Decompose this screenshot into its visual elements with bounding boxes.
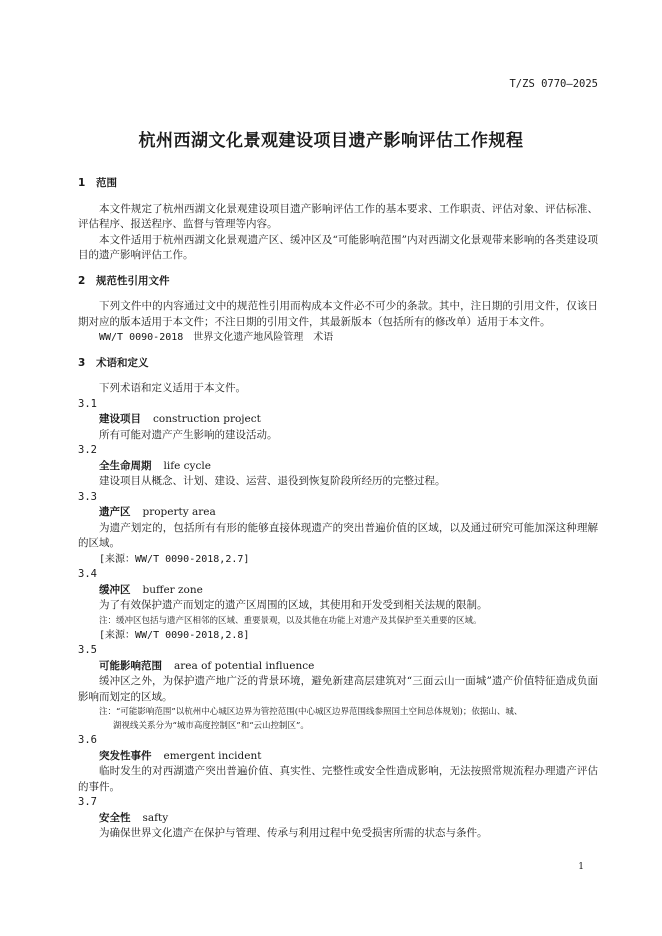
term-name: 遗产区: [99, 506, 131, 518]
note-label: 注：: [99, 615, 117, 626]
term-name: 突发性事件: [99, 749, 152, 762]
term-entry: [78, 412, 598, 428]
normative-reference: WW/T 0090-2018 世界文化遗产地风险管理 术语: [99, 332, 334, 343]
term-entry: [78, 811, 598, 827]
term-definition: 所有可能对遗产产生影响的建设活动。: [99, 428, 278, 441]
term-number: 3.2: [78, 444, 97, 456]
term-name: 全生命周期: [99, 459, 152, 472]
term-definition: 临时发生的对西湖遗产突出普遍价值、真实性、完整性或安全性造成影响，无法按照常规流程办理遗产评估的事件。: [78, 765, 598, 793]
term-english: construction project: [153, 413, 261, 425]
term-english: property area: [142, 506, 216, 518]
term-entry: [78, 659, 598, 675]
term-name: 安全性: [99, 811, 131, 824]
term-number: 3.6: [78, 734, 97, 746]
section-3-heading: 3 术语和定义: [78, 356, 149, 369]
term-definition: 建设项目从概念、计划、建设、运营、退役到恢复阶段所经历的完整过程。: [99, 475, 446, 487]
section-1-paragraph-2: 本文件适用于杭州西湖文化景观遗产区、缓冲区及“可能影响范围”内对西湖文化景观带来影响的各类建设项目的遗产影响评估工作。: [78, 233, 598, 261]
term-entry: [78, 459, 598, 475]
section-1-paragraph-1: 本文件规定了杭州西湖文化景观建设项目遗产影响评估工作的基本要求、工作职责、评估对象、评估标准、评估程序、报送程序、监督与管理等内容。: [78, 202, 598, 230]
term-definition: 为确保世界文化遗产在保护与管理、传承与利用过程中免受损害所需的状态与条件。: [99, 827, 488, 839]
section-2-heading: 2 规范性引用文件: [78, 274, 170, 287]
term-entry: [78, 583, 598, 599]
term-source: [来源：WW/T 0090-2018,2.8]: [99, 629, 250, 641]
page-number: 1: [578, 862, 584, 872]
term-entry: [78, 505, 598, 521]
term-note: 注：“可能影响范围”以杭州中心城区边界为管控范围(中心城区边界范围线参照国土空间总体规划)；依据山、城、 湖视线关系分为“城市高度控制区”和“云山控制区”。: [99, 707, 523, 731]
term-english: area of potential influence: [174, 659, 315, 672]
section-2-paragraph: 下列文件中的内容通过文中的规范性引用而构成本文件必不可少的条款。其中，注日期的引用文件，仅该日期对应的版本适用于本文件；不注日期的引用文件，其最新版本（包括所有的修改单）适用于本文件。: [78, 300, 598, 328]
term-english: safty: [142, 811, 169, 824]
term-name: 建设项目: [99, 413, 141, 425]
note-label: 注：: [99, 707, 117, 717]
term-number: 3.4: [78, 568, 97, 580]
section-3-intro: 下列术语和定义适用于本文件。: [99, 382, 246, 394]
term-definition: 为了有效保护遗产而划定的遗产区周围的区域，其使用和开发受到相关法规的限制。: [99, 599, 488, 611]
term-number: 3.1: [78, 397, 97, 410]
term-name: 可能影响范围: [99, 659, 162, 672]
term-entry: [78, 749, 598, 765]
term-english: emergent incident: [163, 749, 262, 762]
term-english: life cycle: [163, 459, 211, 472]
term-definition: 为遗产划定的，包括所有有形的能够直接体现遗产的突出普遍价值的区域，以及通过研究可能加深这种理解的区域。: [78, 521, 598, 549]
document-title: 杭州西湖文化景观建设项目遗产影响评估工作规程: [138, 131, 524, 151]
document-number: T/ZS 0770—2025: [509, 78, 598, 90]
term-number: 3.5: [78, 644, 97, 656]
term-number: 3.7: [78, 796, 97, 808]
term-name: 缓冲区: [99, 583, 131, 596]
section-1-heading: 1 范围: [78, 177, 117, 189]
term-source: [来源：WW/T 0090-2018,2.7]: [99, 553, 250, 565]
term-number: 3.3: [78, 490, 97, 503]
term-definition: 缓冲区之外，为保护遗产地广泛的背景环境，避免新建高层建筑对“三面云山一面城”遗产价值特征造成负面影响而划定的区域。: [78, 675, 598, 703]
term-english: buffer zone: [142, 583, 203, 596]
term-note: 注：缓冲区包括与遗产区相邻的区域、重要景观，以及其他在功能上对遗产及其保护至关重要的区域。: [99, 615, 482, 626]
document-body: [78, 176, 598, 842]
